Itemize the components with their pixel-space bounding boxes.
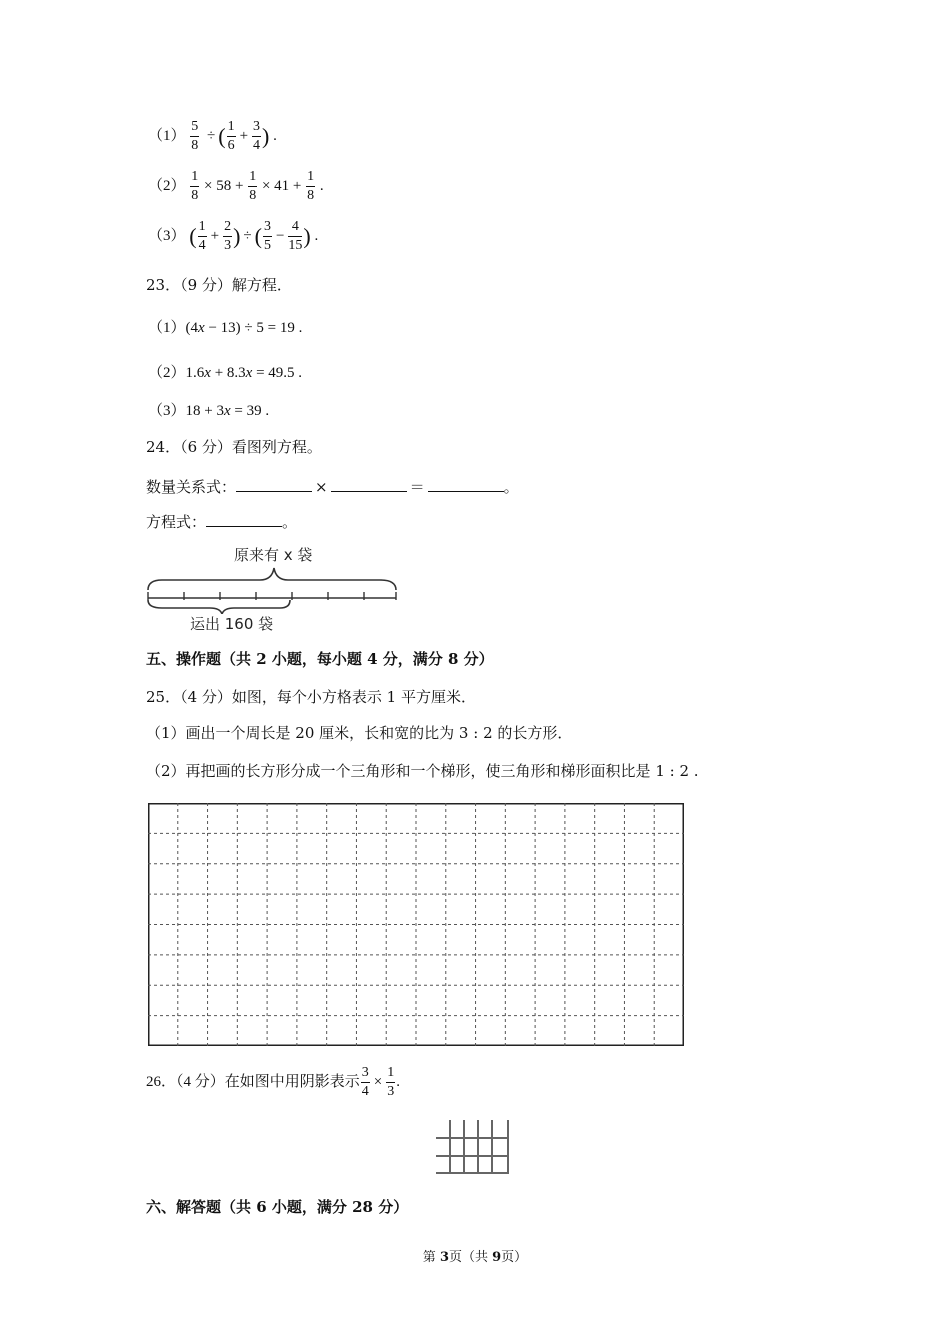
q25-part1: （1）画出一个周长是 20 厘米，长和宽的比为 3 : 2 的长方形．: [146, 724, 573, 742]
q22-part2: （2） $\frac{1}{8}$ × 58 + $\frac{1}{8}$ × 41 + $\frac{1}{8}$ .: [148, 169, 324, 203]
bottom-brace: [148, 600, 290, 614]
fraction: $\frac{3}{4}$: [361, 1065, 369, 1099]
q25-title: 25．（4 分）如图，每个小方格表示 1 平方厘米．: [146, 688, 476, 706]
answer-blank[interactable]: [428, 479, 504, 492]
fraction: $\frac{1}{8}$: [191, 169, 199, 203]
segment-brace-diagram: [140, 562, 410, 614]
page-footer: 第 3页（共 9页）: [422, 1250, 528, 1265]
q24-relation-line: 数量关系式： × ＝ 。: [146, 478, 519, 496]
fraction: $\frac{3}{4}$: [253, 119, 261, 153]
fraction: $\frac{5}{8}$: [191, 119, 199, 153]
q23-part1: （1）(4x − 13) ÷ 5 = 19 .: [148, 320, 303, 336]
q23-part2: （2）1.6x + 8.3x = 49.5 .: [148, 365, 303, 381]
top-brace: [148, 568, 396, 590]
fraction: $\frac{1}{8}$: [307, 169, 315, 203]
fraction: $\frac{3}{5}$: [263, 219, 271, 253]
fraction: $\frac{1}{8}$: [249, 169, 257, 203]
dotted-grid[interactable]: [148, 803, 684, 1046]
q22-part1: （1） $\frac{5}{8}$ ÷ ( $\frac{1}{6}$ + $\frac{3}{4}$ ) .: [148, 119, 277, 153]
fraction: $\frac{4}{15}$: [288, 219, 303, 253]
figure-top-label: 原来有 x 袋: [234, 546, 313, 564]
fraction: $\frac{1}{4}$: [198, 219, 206, 253]
q26-title: 26．（4 分）在如图中用阴影表示 $\frac{3}{4}$ × $\frac{1}{3}$ .: [146, 1065, 400, 1099]
section5-title: 五、操作题（共 2 小题，每小题 4 分，满分 8 分）: [146, 650, 494, 668]
q24-title: 24．（6 分）看图列方程。: [146, 438, 322, 456]
answer-blank[interactable]: [236, 479, 312, 492]
q23-title: 23．（9 分）解方程．: [146, 276, 292, 294]
q25-part2: （2）再把画的长方形分成一个三角形和一个梯形，使三角形和梯形面积比是 1 : 2 .: [146, 762, 699, 780]
small-grid-figure[interactable]: [434, 1118, 514, 1176]
q23-part3: （3）18 + 3x = 39 .: [148, 403, 270, 419]
fraction: $\frac{2}{3}$: [224, 219, 232, 253]
q22-part3: （3） ( $\frac{1}{4}$ + $\frac{2}{3}$ ) ÷ ( $\frac{3}{5}$ − $\frac{4}{15}$ ) .: [148, 219, 319, 253]
figure-bottom-label: 运出 160 袋: [190, 615, 274, 633]
answer-blank[interactable]: [331, 479, 407, 492]
section6-title: 六、解答题（共 6 小题，满分 28 分）: [146, 1198, 409, 1216]
fraction: $\frac{1}{3}$: [387, 1065, 395, 1099]
answer-blank[interactable]: [206, 514, 282, 527]
q24-equation-line: 方程式： 。: [146, 513, 298, 531]
fraction: $\frac{1}{6}$: [227, 119, 235, 153]
